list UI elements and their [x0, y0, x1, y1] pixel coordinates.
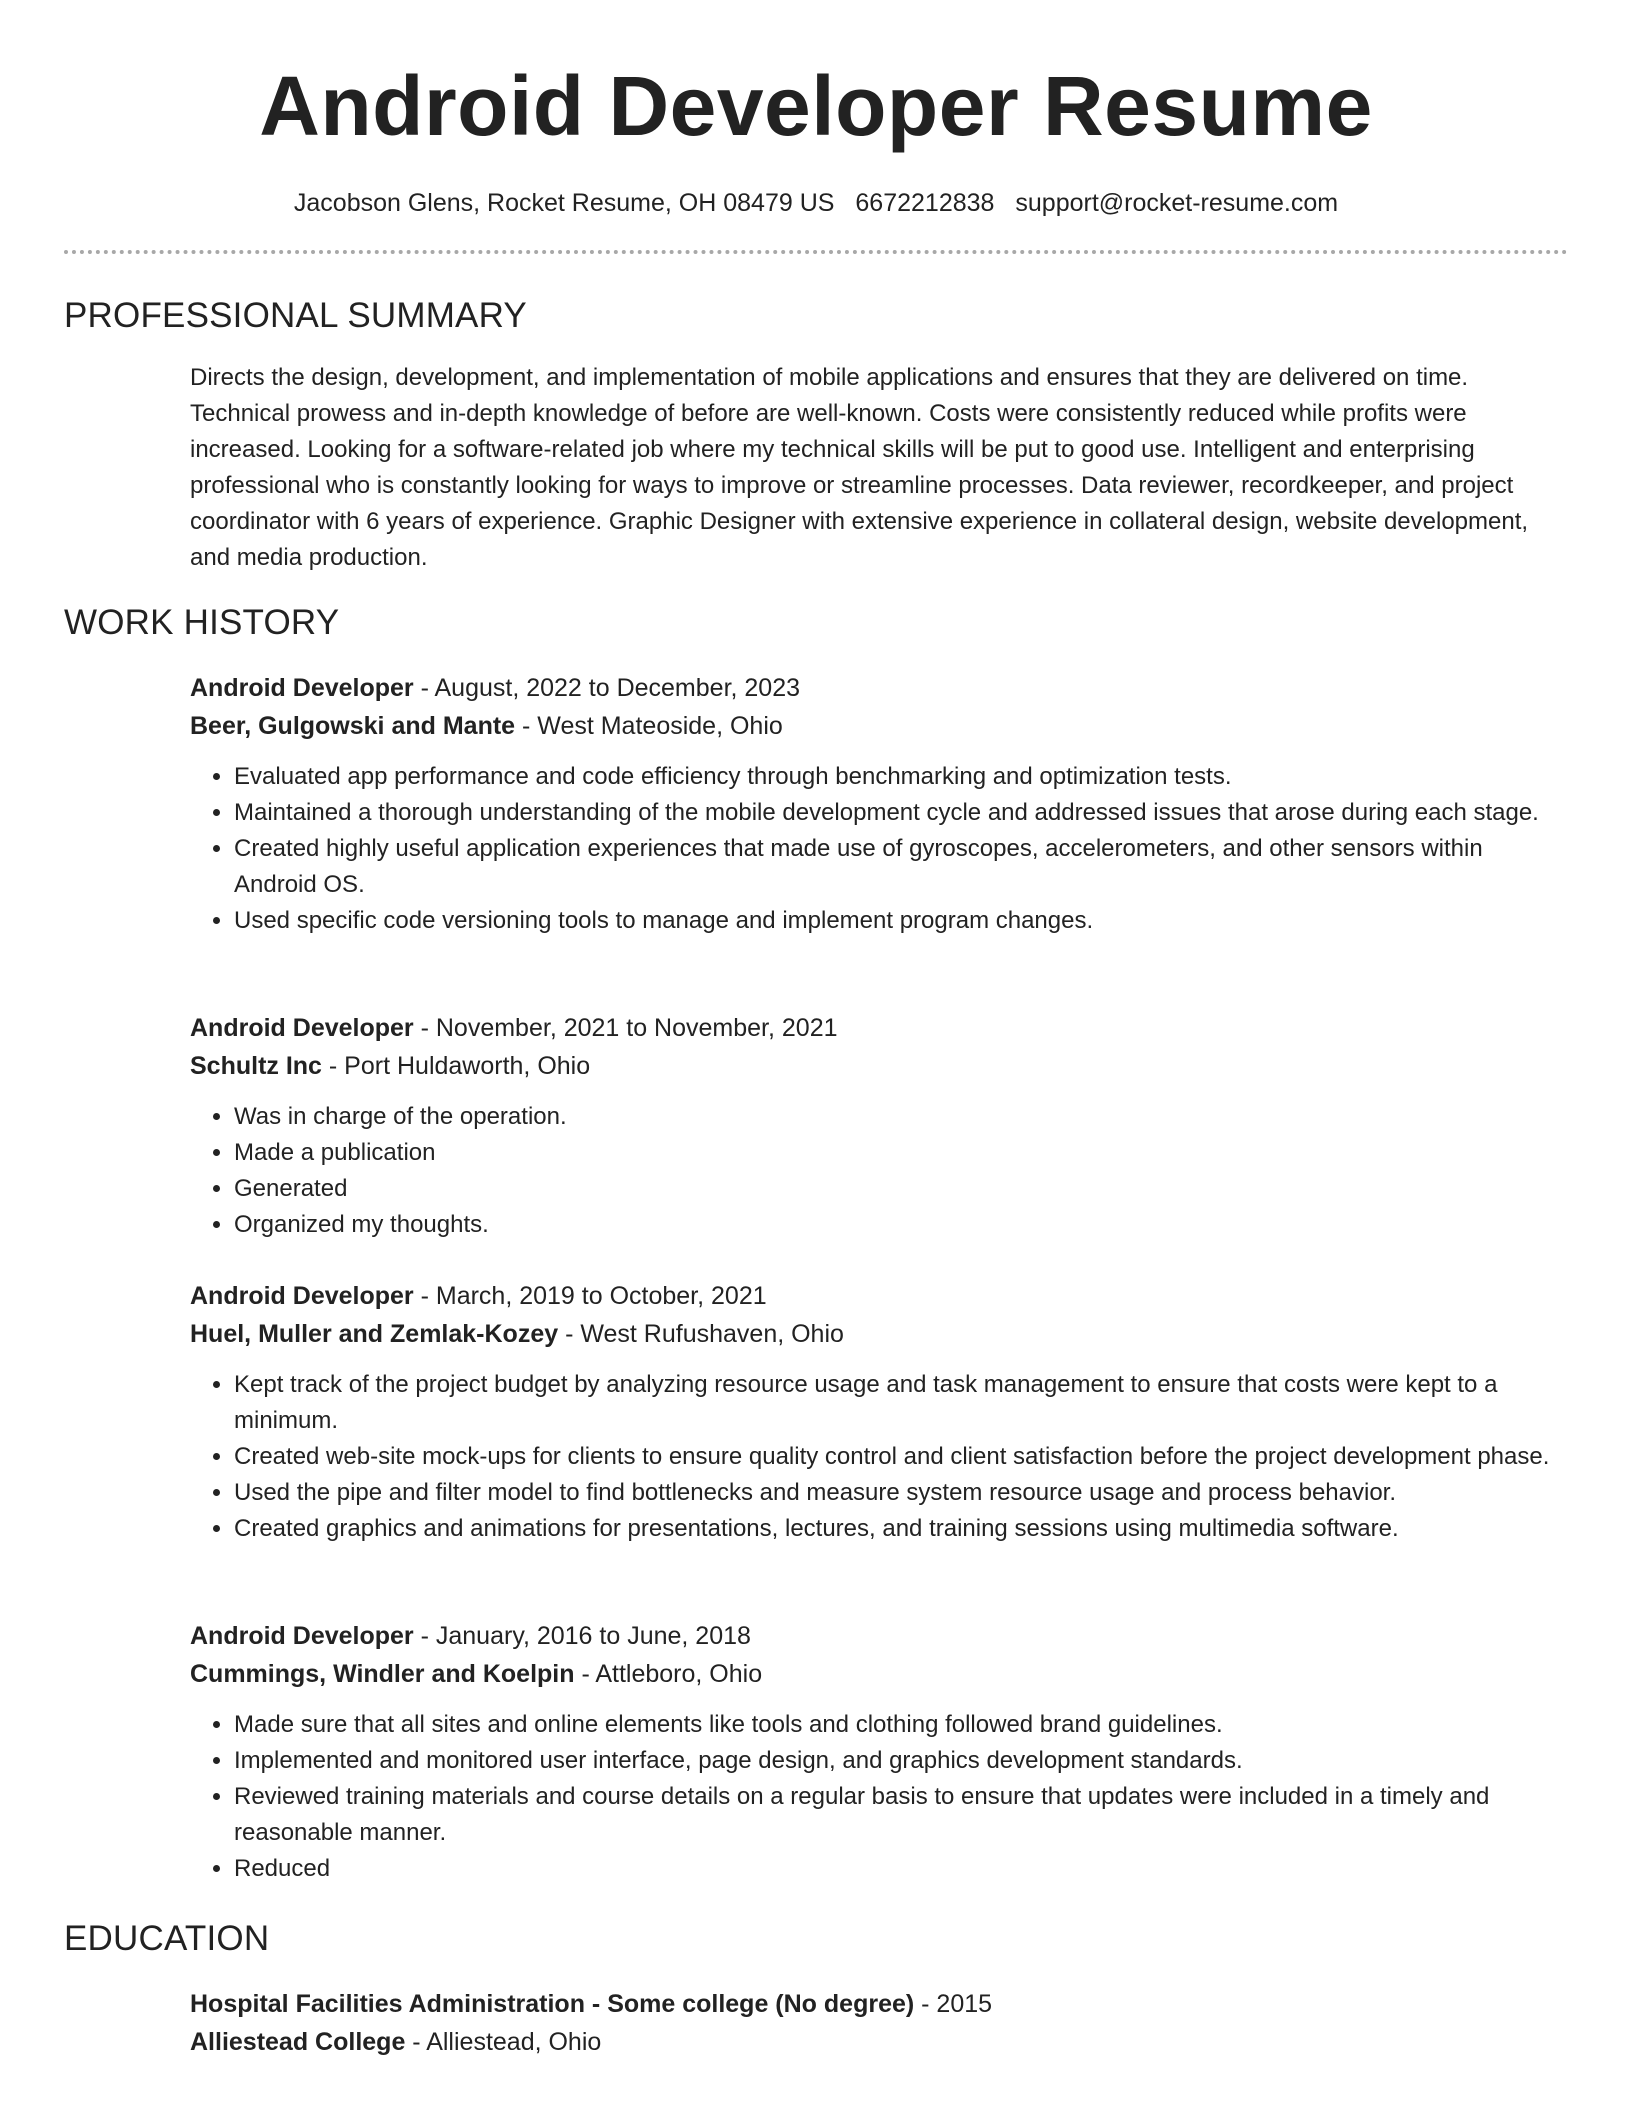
job-dates: - November, 2021 to November, 2021: [413, 1014, 838, 1042]
job-bullet: • Was in charge of the operation.: [234, 1099, 1570, 1135]
job-bullet: • Made sure that all sites and online elements like tools and clothing followed brand guidelines.: [234, 1707, 1570, 1743]
resume-title: Android Developer Resume: [259, 59, 1373, 153]
job-title-line: [190, 669, 1570, 707]
job-dates: - August, 2022 to December, 2023: [413, 674, 801, 702]
job-bullets: [190, 1707, 1570, 1887]
job-company-line: [190, 707, 1570, 745]
section-title-education: EDUCATION: [64, 1919, 270, 1958]
job-entry: [190, 1277, 1570, 1547]
job-bullet: • Generated: [234, 1171, 1570, 1207]
education-school-line: [190, 2023, 1570, 2061]
education-location: - Alliestead, Ohio: [405, 2028, 602, 2056]
job-bullet: • Kept track of the project budget by analyzing resource usage and task management to ensure that costs were kept to a minimum.: [234, 1367, 1570, 1439]
job-company: Cummings, Windler and Koelpin: [190, 1660, 575, 1688]
job-company-line: [190, 1315, 1570, 1353]
summary-section: [190, 360, 1570, 576]
job-bullet: • Used the pipe and filter model to find bottlenecks and measure system resource usage and process behavior.: [234, 1475, 1570, 1511]
contact-line: [0, 186, 1632, 220]
job-company: Beer, Gulgowski and Mante: [190, 712, 516, 740]
job-bullets: [190, 1367, 1570, 1547]
job-role: Android Developer: [190, 1622, 414, 1650]
job-role: Android Developer: [190, 1282, 414, 1310]
job-location: - West Rufushaven, Ohio: [558, 1320, 844, 1348]
job-title-line: [190, 1009, 1570, 1047]
contact-address: Jacobson Glens, Rocket Resume, OH 08479 US: [293, 189, 835, 217]
job-bullet: • Reduced: [234, 1851, 1570, 1887]
job-company-line: [190, 1047, 1570, 1085]
job-entry: [190, 1009, 1570, 1243]
job-bullet: • Maintained a thorough understanding of the mobile development cycle and addressed issues that arose during each stage.: [234, 795, 1570, 831]
job-role: Android Developer: [190, 1014, 414, 1042]
section-title-work-history: WORK HISTORY: [64, 603, 340, 642]
job-bullet: • Evaluated app performance and code efficiency through benchmarking and optimization tests.: [234, 759, 1570, 795]
job-bullet: • Made a publication: [234, 1135, 1570, 1171]
job-bullet: • Used specific code versioning tools to manage and implement program changes.: [234, 903, 1570, 939]
job-company: Huel, Muller and Zemlak-Kozey: [190, 1320, 559, 1348]
job-bullets: [190, 759, 1570, 939]
job-role: Android Developer: [190, 674, 414, 702]
contact-phone: 6672212838: [855, 189, 995, 217]
education-school: Alliestead College: [190, 2028, 406, 2056]
section-title-summary: PROFESSIONAL SUMMARY: [64, 296, 527, 335]
job-company-line: [190, 1655, 1570, 1693]
job-entry: [190, 669, 1570, 939]
job-title-line: [190, 1277, 1570, 1315]
contact-email: support@rocket-resume.com: [1015, 189, 1339, 217]
job-title-line: [190, 1617, 1570, 1655]
job-entry: [190, 1617, 1570, 1887]
job-bullet: • Organized my thoughts.: [234, 1207, 1570, 1243]
job-dates: - March, 2019 to October, 2021: [413, 1282, 767, 1310]
header-divider: [64, 250, 1568, 254]
job-bullets: [190, 1099, 1570, 1243]
job-dates: - January, 2016 to June, 2018: [413, 1622, 751, 1650]
education-year: - 2015: [914, 1990, 993, 2018]
education-degree: Hospital Facilities Administration - Some college (No degree): [190, 1990, 915, 2018]
job-bullet: • Created highly useful application experiences that made use of gyroscopes, accelerometers, and other sensors within Android OS.: [234, 831, 1570, 903]
job-company: Schultz Inc: [190, 1052, 322, 1080]
summary-text: Directs the design, development, and implementation of mobile applications and ensures that they are delivered on time. Technical prowess and in-depth knowledge of before are well-known. Costs were consistently reduced while profits were increased. Looking for a software-related job where my technical skills will be put to good use. Intelligent and enterprising professional who is constantly looking for ways to improve or streamline processes. Data reviewer, recordkeeper, and project coordinator with 6 years of experience. Graphic Designer with extensive experience in collateral design, website development, and media production.: [190, 364, 1529, 571]
resume-header: [0, 0, 1632, 220]
job-bullet: • Reviewed training materials and course details on a regular basis to ensure that updates were included in a timely and reasonable manner.: [234, 1779, 1570, 1851]
job-location: - Attleboro, Ohio: [574, 1660, 763, 1688]
education-degree-line: [190, 1985, 1570, 2023]
job-bullet: • Created graphics and animations for presentations, lectures, and training sessions using multimedia software.: [234, 1511, 1570, 1547]
job-location: - West Mateoside, Ohio: [515, 712, 783, 740]
education-entry: [190, 1985, 1570, 2061]
job-location: - Port Huldaworth, Ohio: [321, 1052, 591, 1080]
job-bullet: • Implemented and monitored user interface, page design, and graphics development standards.: [234, 1743, 1570, 1779]
job-bullet: • Created web-site mock-ups for clients to ensure quality control and client satisfaction before the project development phase.: [234, 1439, 1570, 1475]
